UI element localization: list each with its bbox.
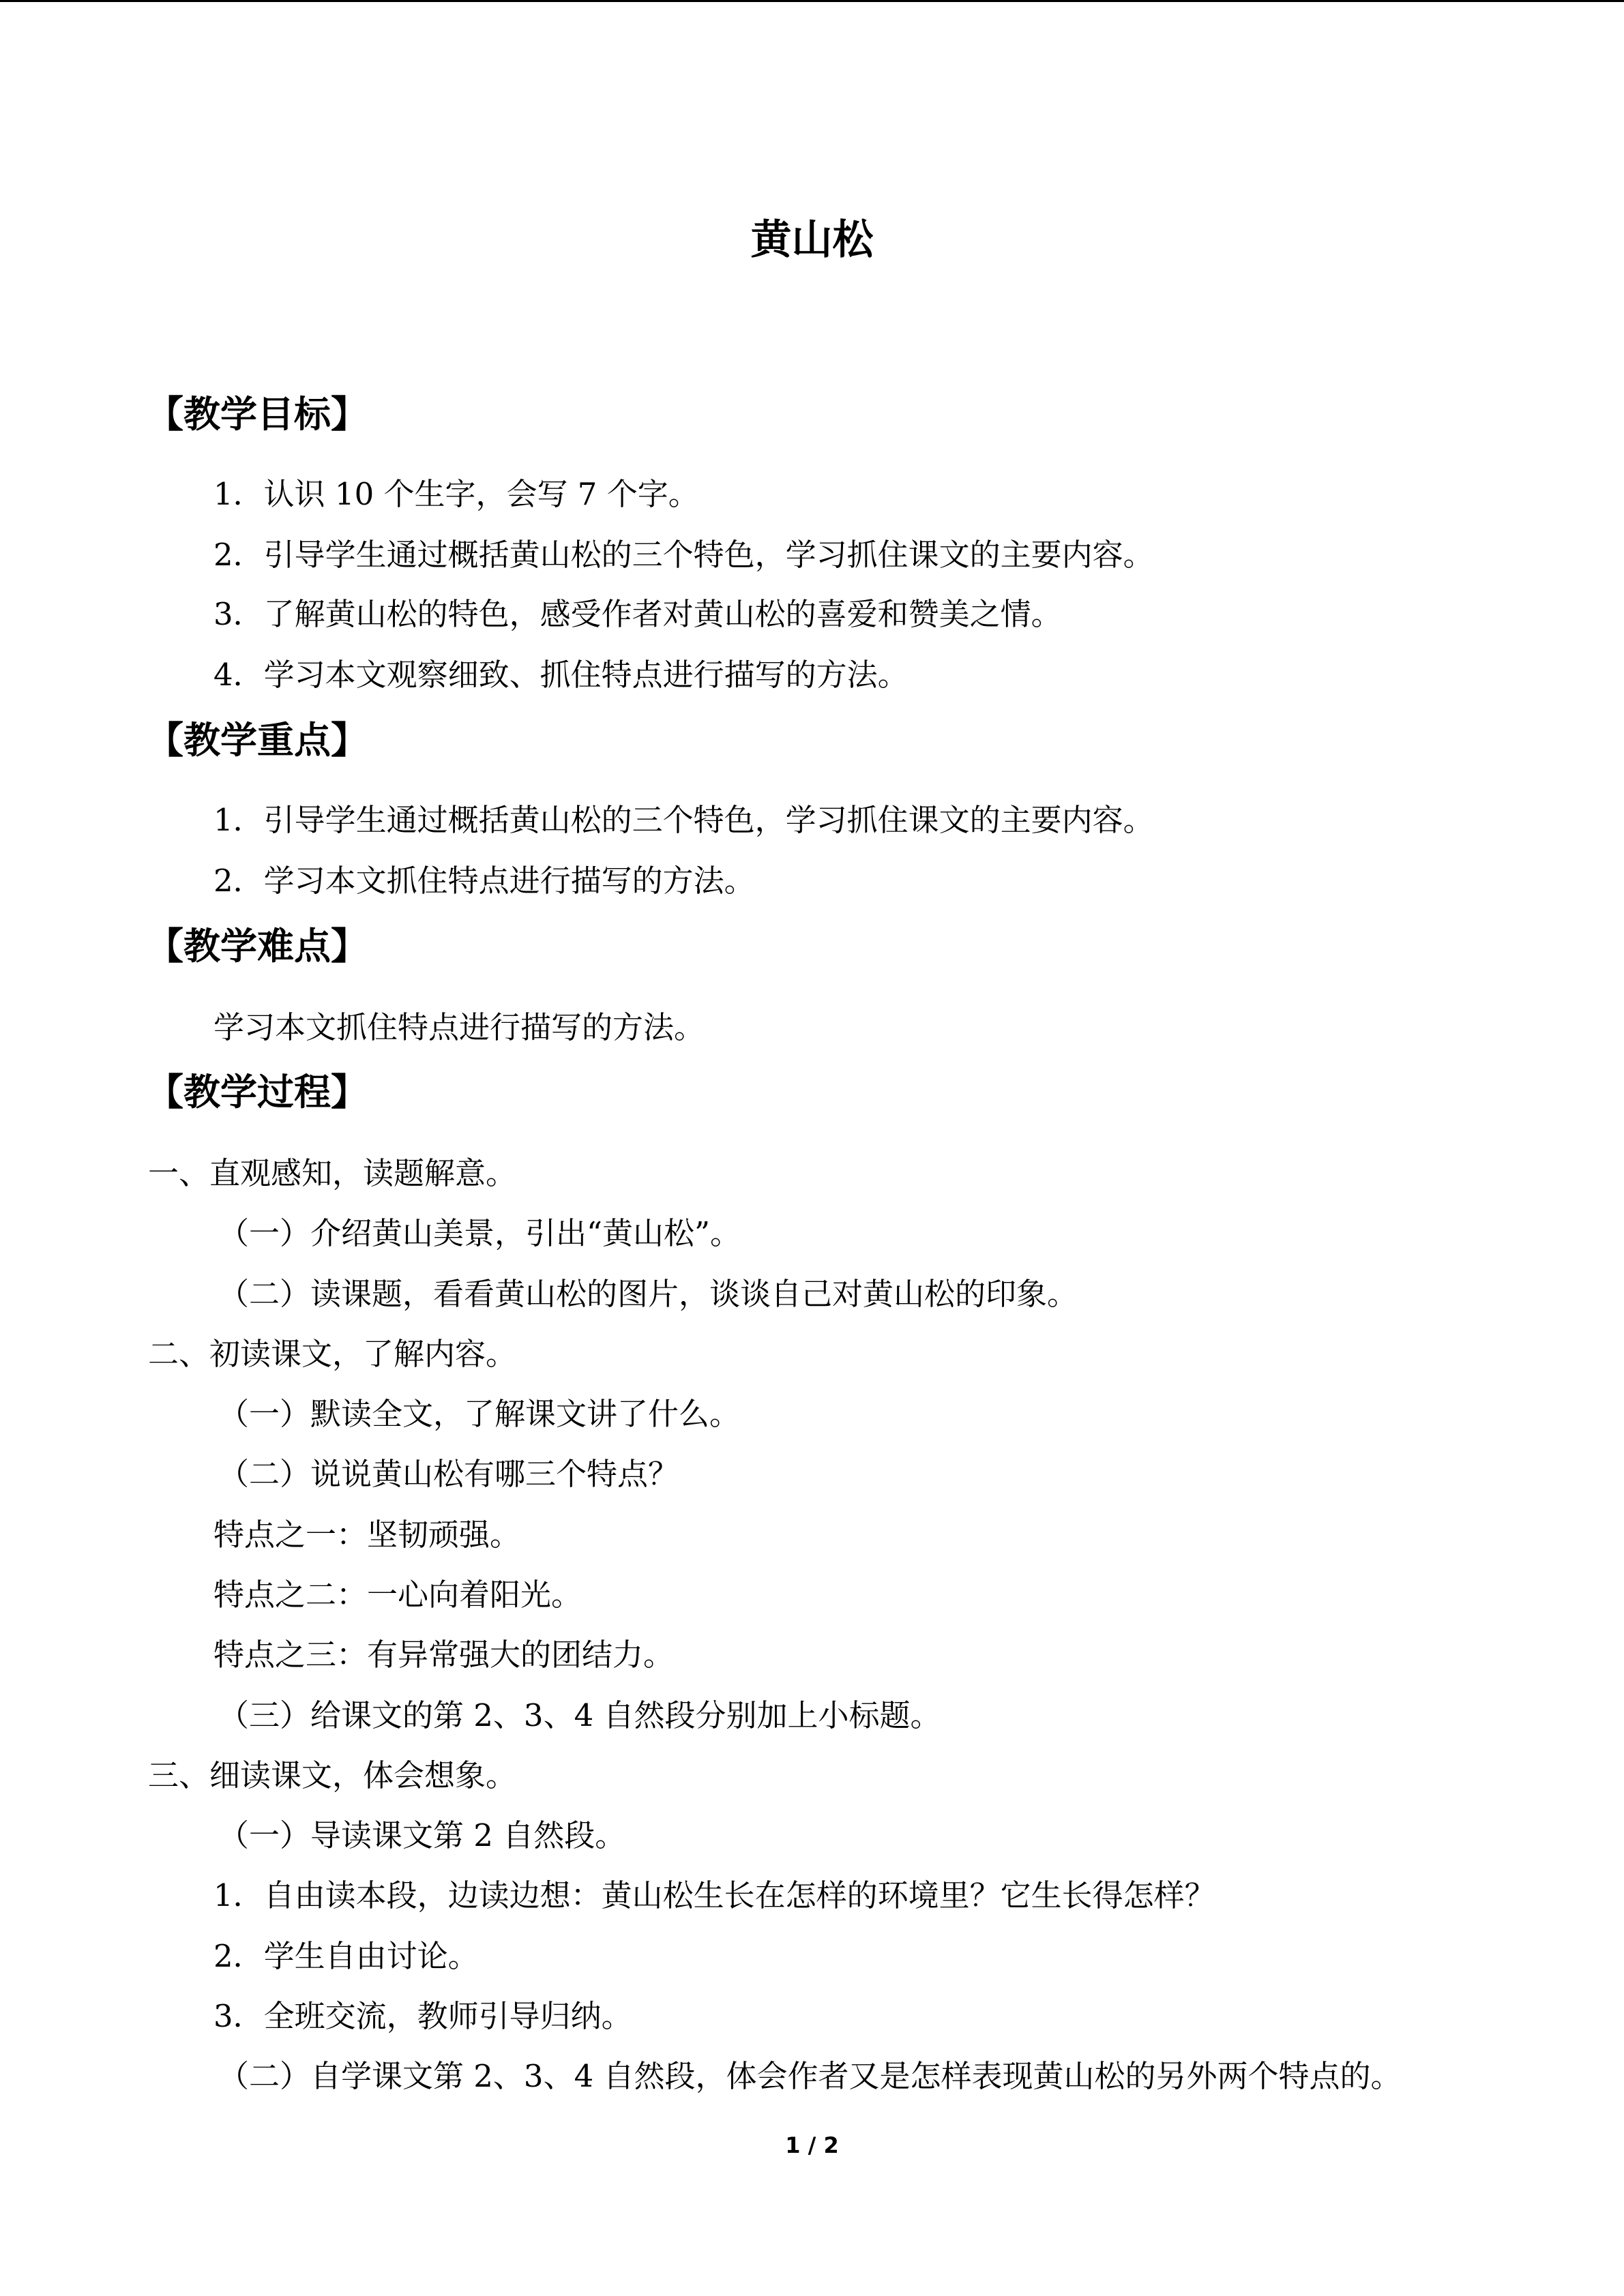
process-detail: 1．自由读本段，边读边想：黄山松生长在怎样的环境里？它生长得怎样？ bbox=[213, 1877, 1215, 1913]
process-substep: （二）说说黄山松有哪三个特点？ bbox=[218, 1456, 679, 1492]
section-heading-process: 【教学过程】 bbox=[147, 1071, 368, 1114]
process-step: 二、初读课文，了解内容。 bbox=[148, 1336, 517, 1372]
process-detail: 特点之一：坚韧顽强。 bbox=[213, 1517, 521, 1553]
process-step: 三、细读课文，体会想象。 bbox=[148, 1757, 517, 1793]
key-point-item: 1．引导学生通过概括黄山松的三个特色，学习抓住课文的主要内容。 bbox=[213, 802, 1154, 838]
process-substep: （一）介绍黄山美景，引出“黄山松”。 bbox=[218, 1215, 741, 1251]
process-detail: 特点之二：一心向着阳光。 bbox=[213, 1577, 582, 1613]
process-detail: 2．学生自由讨论。 bbox=[213, 1938, 479, 1974]
section-heading-goals: 【教学目标】 bbox=[147, 393, 368, 436]
difficulty-item: 学习本文抓住特点进行描写的方法。 bbox=[213, 1009, 705, 1045]
key-point-item: 2．学习本文抓住特点进行描写的方法。 bbox=[213, 863, 755, 899]
goal-item: 1．认识 10 个生字，会写 7 个字。 bbox=[213, 476, 699, 512]
goal-item: 2．引导学生通过概括黄山松的三个特色，学习抓住课文的主要内容。 bbox=[213, 537, 1154, 573]
process-substep: （二）读课题，看看黄山松的图片，谈谈自己对黄山松的印象。 bbox=[218, 1276, 1078, 1312]
page-top-border bbox=[0, 0, 1624, 2]
process-substep: （一）默读全文，了解课文讲了什么。 bbox=[218, 1396, 741, 1432]
goal-item: 4．学习本文观察细致、抓住特点进行描写的方法。 bbox=[213, 657, 909, 693]
process-detail: 3．全班交流，教师引导归纳。 bbox=[213, 1998, 632, 2034]
goal-item: 3．了解黄山松的特色，感受作者对黄山松的喜爱和赞美之情。 bbox=[213, 596, 1062, 632]
section-heading-difficulties: 【教学难点】 bbox=[147, 925, 368, 968]
process-substep: （三）给课文的第 2、3、4 自然段分别加上小标题。 bbox=[218, 1697, 941, 1733]
process-substep: （一）导读课文第 2 自然段。 bbox=[218, 1817, 626, 1853]
process-detail: 特点之三：有异常强大的团结力。 bbox=[213, 1637, 675, 1673]
process-step: 一、直观感知，读题解意。 bbox=[148, 1155, 517, 1191]
document-title: 黄山松 bbox=[750, 216, 874, 264]
page-indicator: 1 / 2 bbox=[785, 2132, 839, 2158]
process-substep: （二）自学课文第 2、3、4 自然段，体会作者又是怎样表现黄山松的另外两个特点的。 bbox=[218, 2058, 1402, 2094]
section-heading-key-points: 【教学重点】 bbox=[147, 719, 368, 762]
